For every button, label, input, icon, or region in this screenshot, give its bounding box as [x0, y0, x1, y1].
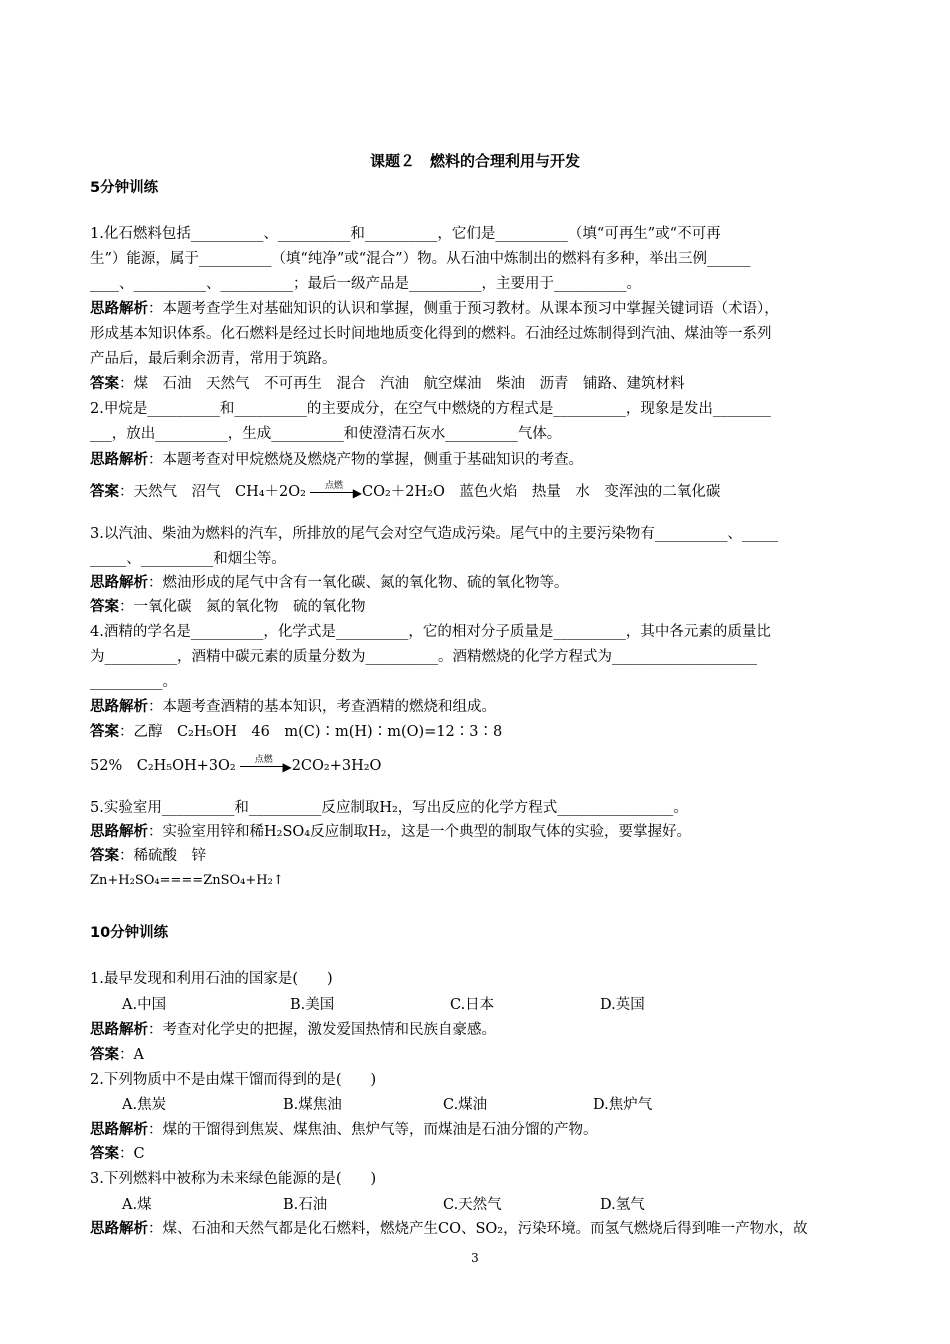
q3-line-1: 3.以汽油、柴油为燃料的汽车，所排放的尾气会对空气造成污染。尾气中的主要污染物有__________、_____: [90, 526, 779, 542]
mc2-option-a: A.焦炭: [122, 1097, 167, 1113]
answer-label: 答案: [90, 724, 119, 740]
page-number: 3: [471, 1251, 479, 1265]
analysis-label: 思路解析: [90, 1022, 148, 1038]
q1-line-1: 1.化石燃料包括__________、__________和__________，它们是__________（填“可再生”或“不可再: [90, 226, 721, 242]
mc2-option-c: C.煤油: [443, 1097, 488, 1113]
q5-answer: 答案：稀硫酸 锌: [90, 848, 206, 864]
q2-line-2: ___，放出__________，生成__________和使澄清石灰水__________气体。: [90, 426, 562, 442]
q3-answer: 答案：一氧化碳 氮的氧化物 硫的氧化物: [90, 599, 366, 615]
analysis-label: 思路解析: [90, 452, 148, 468]
mc2-analysis: 思路解析：煤的干馏得到焦炭、煤焦油、焦炉气等，而煤油是石油分馏的产物。: [90, 1122, 598, 1138]
q2-analysis: 思路解析：本题考查对甲烷燃烧及燃烧产物的掌握，侧重于基础知识的考查。: [90, 452, 583, 468]
q4-line-2: 为__________，酒精中碳元素的质量分数为__________。酒精燃烧的化学方程式为____________________: [90, 649, 757, 665]
page-title: 课题２ 燃料的合理利用与开发: [369, 152, 580, 170]
mc1-answer: 答案：A: [90, 1047, 144, 1063]
analysis-label: 思路解析: [90, 301, 148, 317]
analysis-label: 思路解析: [90, 575, 148, 591]
mc1-option-b: B.美国: [290, 997, 335, 1013]
q4-analysis: 思路解析：本题考查酒精的基本知识，考查酒精的燃烧和组成。: [90, 699, 496, 715]
mc2-option-d: D.焦炉气: [593, 1097, 653, 1113]
mc1-option-c: C.日本: [450, 997, 495, 1013]
analysis-label: 思路解析: [90, 699, 148, 715]
q4-line-1: 4.酒精的学名是__________，化学式是__________，它的相对分子质量是__________，其中各元素的质量比: [90, 624, 771, 640]
answer-label: 答案: [90, 1047, 119, 1063]
q4-answer: 答案：乙醇 C₂H₅OH 46 m(C)∶m(H)∶m(O)=12∶3∶8: [90, 724, 503, 740]
q5-equation: Zn+H₂SO₄====ZnSO₄+H₂↑: [90, 873, 284, 888]
reaction-arrow: 点燃 ▶: [236, 756, 292, 776]
mc3-stem: 3.下列燃料中被称为未来绿色能源的是( ): [90, 1171, 377, 1187]
q4-line-3: __________。: [90, 674, 177, 690]
q1-analysis: 思路解析：本题考查学生对基础知识的认识和掌握，侧重于预习教材。从课本预习中掌握关键词语（术语），: [90, 301, 779, 317]
q3-analysis: 思路解析：燃油形成的尾气中含有一氧化碳、氮的氧化物、硫的氧化物等。: [90, 575, 569, 591]
q2-line-1: 2.甲烷是__________和__________的主要成分，在空气中燃烧的方程式是__________，现象是发出________: [90, 401, 771, 417]
mc1-option-a: A.中国: [122, 997, 167, 1013]
q4-answer-2: 52% C₂H₅OH+3O₂ 点燃 ▶ 2CO₂+3H₂O: [90, 755, 382, 774]
section-heading-10min: 10分钟训练: [90, 925, 169, 941]
q1-line-2: 生”）能源，属于__________（填“纯净”或“混合”）物。从石油中炼制出的燃料有多种，举出三例______: [90, 251, 751, 267]
analysis-label: 思路解析: [90, 1122, 148, 1138]
mc3-option-b: B.石油: [283, 1197, 328, 1213]
q1-analysis-3: 产品后，最后剩余沥青，常用于筑路。: [90, 351, 337, 367]
q1-line-3: ____、__________、__________；最后一级产品是__________，主要用于__________。: [90, 276, 641, 292]
analysis-label: 思路解析: [90, 824, 148, 840]
mc3-option-d: D.氢气: [600, 1197, 645, 1213]
answer-label: 答案: [90, 599, 119, 615]
answer-label: 答案: [90, 848, 119, 864]
q5-analysis: 思路解析：实验室用锌和稀H₂SO₄反应制取H₂，这是一个典型的制取气体的实验，要掌握好。: [90, 824, 692, 840]
answer-label: 答案: [90, 484, 119, 500]
mc2-answer: 答案：C: [90, 1146, 145, 1162]
q1-answer: 答案：煤 石油 天然气 不可再生 混合 汽油 航空煤油 柴油 沥青 铺路、建筑材料: [90, 376, 685, 392]
mc1-option-d: D.英国: [600, 997, 645, 1013]
section-heading-5min: 5分钟训练: [90, 180, 159, 196]
mc3-analysis: 思路解析：煤、石油和天然气都是化石燃料，燃烧产生CO、SO₂，污染环境。而氢气燃烧后得到唯一产物水，故: [90, 1221, 808, 1237]
mc3-option-c: C.天然气: [443, 1197, 502, 1213]
mc2-option-b: B.煤焦油: [283, 1097, 342, 1113]
mc3-option-a: A.煤: [122, 1197, 152, 1213]
mc1-analysis: 思路解析：考查对化学史的把握，激发爱国热情和民族自豪感。: [90, 1022, 496, 1038]
answer-label: 答案: [90, 376, 119, 392]
q3-line-2: _____、__________和烟尘等。: [90, 551, 286, 567]
answer-label: 答案: [90, 1146, 119, 1162]
q1-analysis-2: 形成基本知识体系。化石燃料是经过长时间地地质变化得到的燃料。石油经过炼制得到汽油、煤油等一系列: [90, 326, 772, 342]
mc2-stem: 2.下列物质中不是由煤干馏而得到的是( ): [90, 1072, 377, 1088]
reaction-arrow: 点燃 ▶: [306, 482, 362, 502]
analysis-label: 思路解析: [90, 1221, 148, 1237]
q5-line-1: 5.实验室用__________和__________反应制取H₂，写出反应的化学方程式________________。: [90, 800, 688, 816]
mc1-stem: 1.最早发现和利用石油的国家是( ): [90, 971, 333, 987]
q2-answer: 答案：天然气 沼气 CH₄＋2O₂ 点燃 ▶ CO₂＋2H₂O 蓝色火焰 热量 水 变浑浊的二氧化碳: [90, 481, 721, 500]
